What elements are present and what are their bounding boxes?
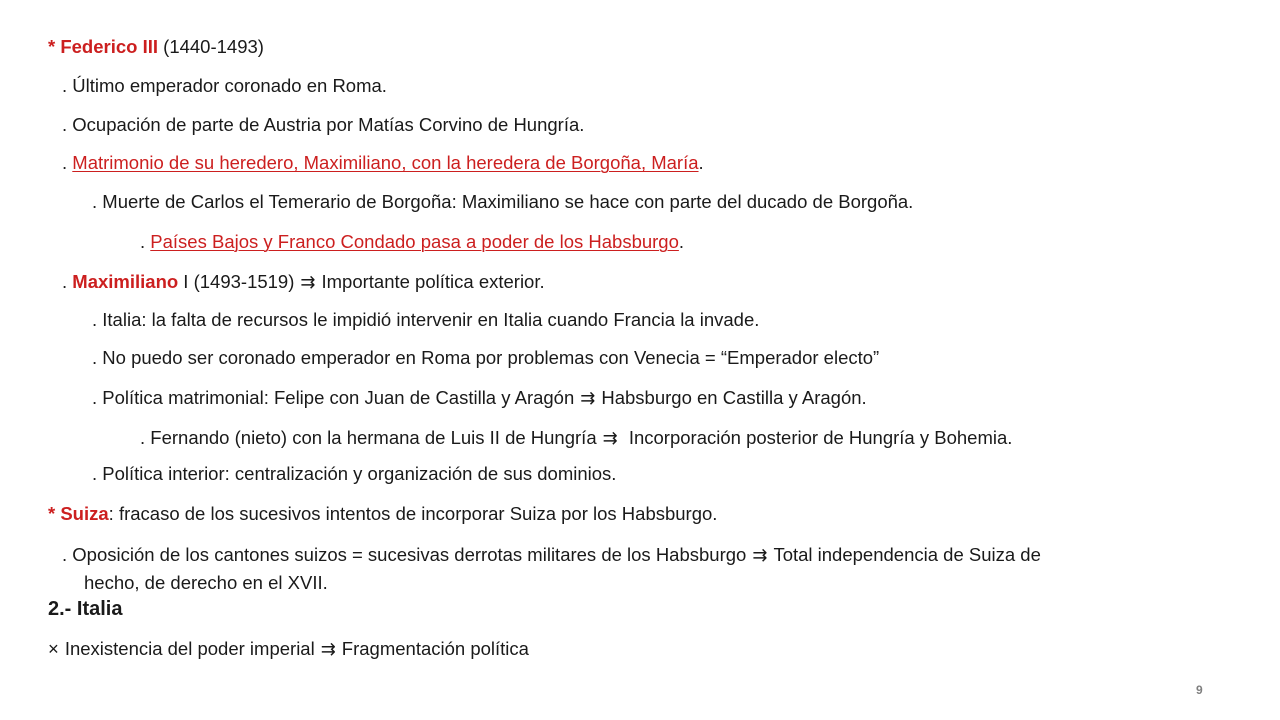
matrimonial-text: . Política matrimonial: Felipe con Juan de Castilla y Aragón [92, 387, 575, 408]
bullet-ocupacion-austria: . Ocupación de parte de Austria por Matías Corvino de Hungría. [62, 114, 585, 135]
cantones-result: Total independencia de Suiza de [773, 544, 1041, 565]
italia-result: Fragmentación política [341, 638, 529, 659]
bullet-politica-matrimonial [92, 387, 867, 409]
bullet-coronado-roma: . No puedo ser coronado emperador en Roma por problemas con Venecia = “Emperador electo” [92, 347, 880, 368]
bullet-ultimo-emperador: . Último emperador coronado en Roma. [62, 75, 387, 96]
double-arrow-icon: ⇉ [602, 428, 618, 448]
paises-bajos-link[interactable]: Países Bajos y Franco Condado pasa a poder de los Habsburgo [150, 231, 679, 252]
federico-dates: (1440-1493) [158, 36, 264, 57]
suiza-summary: : fracaso de los sucesivos intentos de incorporar Suiza por los Habsburgo. [108, 503, 718, 524]
bullet-oposicion-continuation: hecho, de derecho en el XVII. [84, 572, 328, 593]
suiza-name: Suiza [60, 503, 109, 524]
fernando-text: . Fernando (nieto) con la hermana de Luis II de Hungría [140, 427, 597, 448]
page-number: 9 [1196, 683, 1203, 697]
italia-bullet [48, 638, 529, 660]
red-bullet: * [48, 36, 61, 57]
bullet-oposicion-cantones [62, 544, 1041, 566]
red-bullet: * [48, 503, 61, 524]
bullet-prefix: . [140, 231, 151, 252]
italia-cause: Inexistencia del poder imperial [64, 638, 315, 659]
matrimonio-link[interactable]: Matrimonio de su heredero, Maximiliano, con la heredera de Borgoña, María [72, 152, 699, 173]
bullet-italia-recursos: . Italia: la falta de recursos le impidió intervenir en Italia cuando Francia la invade. [92, 309, 760, 330]
section-title-italia: 2.- Italia [48, 598, 123, 620]
bullet-muerte-carlos: . Muerte de Carlos el Temerario de Borgoña: Maximiliano se hace con parte del ducado de Borgoña. [92, 191, 914, 212]
federico-heading-line [48, 36, 264, 58]
bullet-prefix: . [62, 271, 73, 292]
maximiliano-dates: I (1493-1519) [178, 271, 295, 292]
bullet-suffix: . [678, 231, 685, 252]
x-mark-icon: × [48, 638, 59, 659]
double-arrow-icon: ⇉ [300, 272, 316, 292]
bullet-prefix: . [62, 152, 73, 173]
bullet-matrimonio [62, 152, 704, 174]
bullet-politica-interior: . Política interior: centralización y organización de sus dominios. [92, 463, 617, 484]
double-arrow-icon: ⇉ [320, 639, 336, 659]
maximiliano-policy: Importante política exterior. [321, 271, 545, 292]
federico-name: Federico III [60, 36, 159, 57]
suiza-heading-line [48, 503, 717, 525]
fernando-result: Incorporación posterior de Hungría y Bohemia. [623, 427, 1013, 448]
bullet-suffix: . [698, 152, 704, 173]
cantones-text: . Oposición de los cantones suizos = sucesivas derrotas militares de los Habsburgo [62, 544, 747, 565]
bullet-fernando [140, 427, 1012, 449]
maximiliano-name: Maximiliano [72, 271, 179, 292]
double-arrow-icon: ⇉ [752, 545, 768, 565]
bullet-paises-bajos [140, 231, 684, 253]
bullet-maximiliano [62, 271, 545, 293]
matrimonial-result: Habsburgo en Castilla y Aragón. [601, 387, 867, 408]
double-arrow-icon: ⇉ [580, 388, 596, 408]
